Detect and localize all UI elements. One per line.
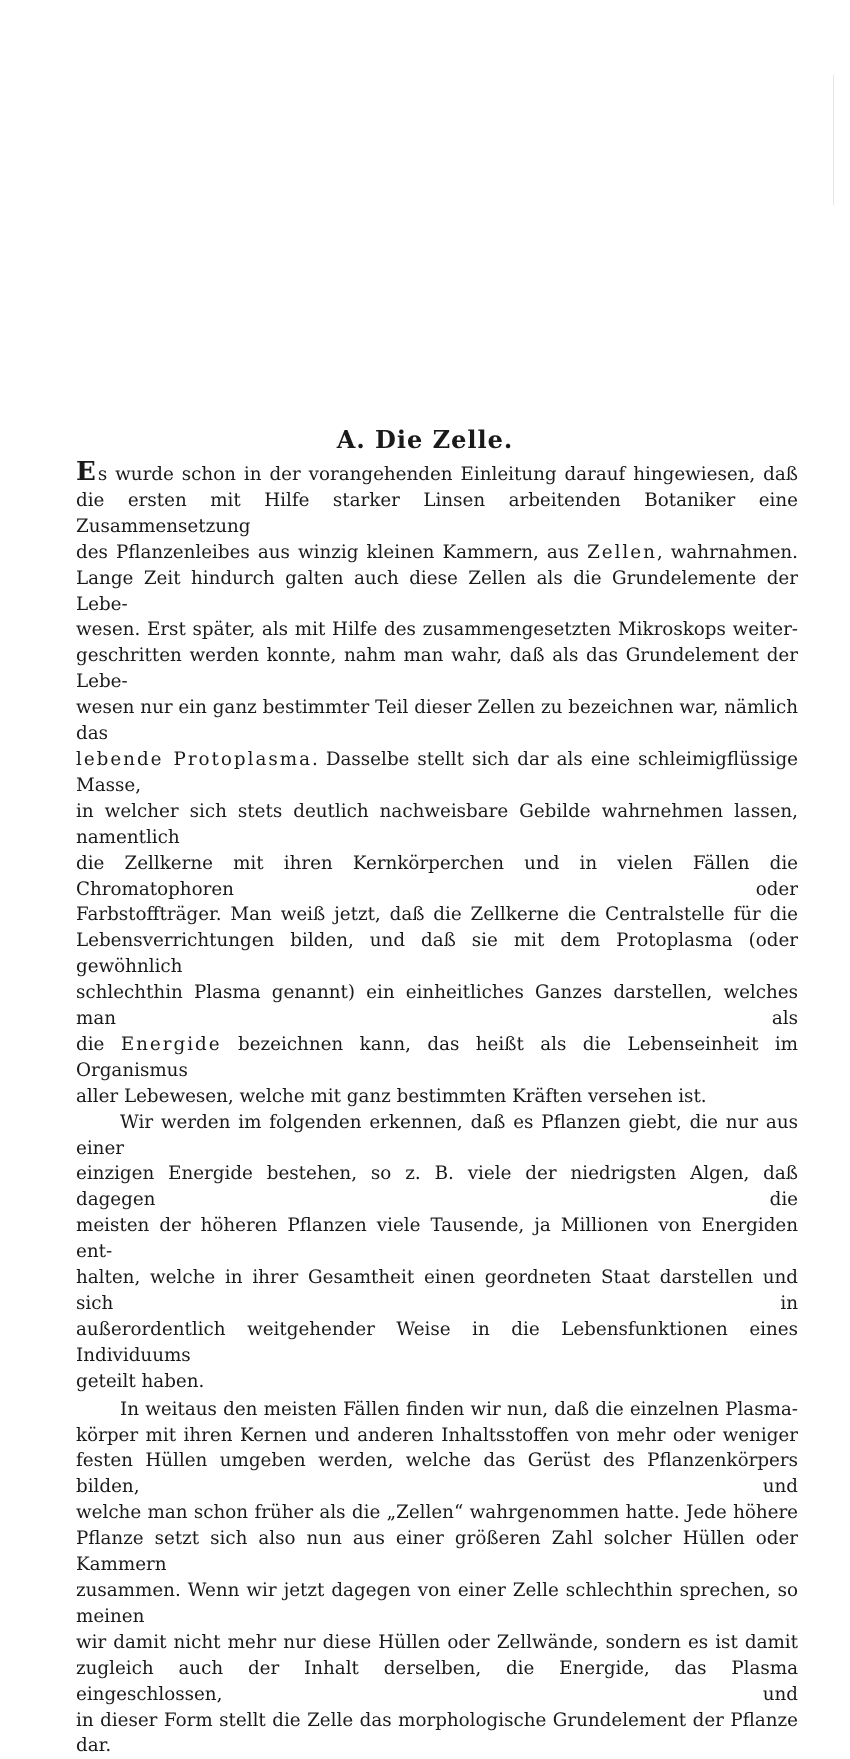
emphasis-term: Zellen xyxy=(587,542,657,563)
text-line: die Zellkerne mit ihren Kernkörperchen und in vielen Fällen die Chromatophoren oder xyxy=(76,851,798,903)
text-line: Farbstoffträger. Man weiß jetzt, daß die Zellkerne die Centralstelle für die xyxy=(76,902,798,928)
text-line: wir damit nicht mehr nur diese Hüllen oder Zellwände, sondern es ist damit xyxy=(76,1630,798,1656)
text-line: außerordentlich weitgehender Weise in die Lebensfunktionen eines Individuums xyxy=(76,1317,798,1369)
text-line: zugleich auch der Inhalt derselben, die Energide, das Plasma eingeschlossen, und xyxy=(76,1656,798,1708)
text-line: geteilt haben. xyxy=(76,1369,798,1395)
text-line: einzigen Energide bestehen, so z. B. viele der niedrigsten Algen, daß dagegen die xyxy=(76,1161,798,1213)
text-line: die Energide bezeichnen kann, das heißt als die Lebenseinheit im Organismus xyxy=(76,1032,798,1084)
text-line: lebende Protoplasma. Dasselbe stellt sich dar als eine schleimigflüssige Masse, xyxy=(76,747,798,799)
body-text xyxy=(76,462,798,1759)
emphasis-term: lebende Protoplasma xyxy=(76,749,312,770)
text-line: des Pflanzenleibes aus winzig kleinen Kammern, aus Zellen, wahrnahmen. xyxy=(76,540,798,566)
text-line: körper mit ihren Kernen und anderen Inhaltsstoffen von mehr oder weniger xyxy=(76,1423,798,1449)
text-line: in welcher sich stets deutlich nachweisbare Gebilde wahrnehmen lassen, namentlich xyxy=(76,799,798,851)
text-line: zusammen. Wenn wir jetzt dagegen von einer Zelle schlechthin sprechen, so meinen xyxy=(76,1578,798,1630)
text-line: Lange Zeit hindurch galten auch diese Zellen als die Grundelemente der Lebe- xyxy=(76,566,798,618)
text-line: festen Hüllen umgeben werden, welche das Gerüst des Pflanzenkörpers bilden, und xyxy=(76,1448,798,1500)
text-line: Lebensverrichtungen bilden, und daß sie mit dem Protoplasma (oder gewöhnlich xyxy=(76,928,798,980)
text-line: die ersten mit Hilfe starker Linsen arbeitenden Botaniker eine Zusammensetzung xyxy=(76,488,798,540)
text-line: wesen. Erst später, als mit Hilfe des zusammengesetzten Mikroskops weiter- xyxy=(76,617,798,643)
paragraph-3 xyxy=(76,1397,798,1759)
text-line: Pflanze setzt sich also nun aus einer größeren Zahl solcher Hüllen oder Kammern xyxy=(76,1526,798,1578)
emphasis-term: Energide xyxy=(121,1034,222,1055)
text-line: meisten der höheren Pflanzen viele Tausende, ja Millionen von Energiden ent- xyxy=(76,1213,798,1265)
paragraph-2 xyxy=(76,1110,798,1395)
text-line: halten, welche in ihrer Gesamtheit einen geordneten Staat darstellen und sich in xyxy=(76,1265,798,1317)
text-line: aller Lebewesen, welche mit ganz bestimmten Kräften versehen ist. xyxy=(76,1084,798,1110)
text-line: Wir werden im folgenden erkennen, daß es Pflanzen giebt, die nur aus einer xyxy=(76,1110,798,1162)
text-line: in dieser Form stellt die Zelle das morphologische Grundelement der Pflanze dar. xyxy=(76,1708,798,1759)
section-heading: A. Die Zelle. xyxy=(0,425,850,454)
paragraph-1 xyxy=(76,462,798,1110)
text-line: In weitaus den meisten Fällen finden wir nun, daß die einzelnen Plasma- xyxy=(76,1397,798,1423)
text-line: E s wurde schon in der vorangehenden Einleitung darauf hingewiesen, daß xyxy=(76,462,798,488)
text-line: geschritten werden konnte, nahm man wahr, daß als das Grundelement der Lebe- xyxy=(76,643,798,695)
text-line: wesen nur ein ganz bestimmter Teil dieser Zellen zu bezeichnen war, nämlich das xyxy=(76,695,798,747)
text-line: welche man schon früher als die „Zellen“ wahrgenommen hatte. Jede höhere xyxy=(76,1500,798,1526)
page-edge-shadow xyxy=(833,75,834,205)
text-line: schlechthin Plasma genannt) ein einheitliches Ganzes darstellen, welches man als xyxy=(76,980,798,1032)
drop-cap: E xyxy=(76,457,98,487)
